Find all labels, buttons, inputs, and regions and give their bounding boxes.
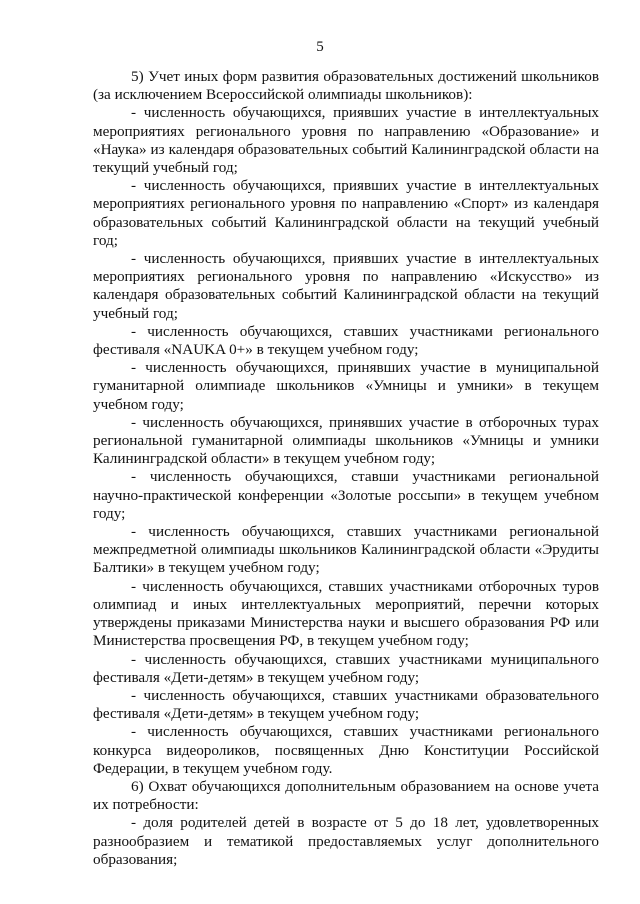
list-item: - численность обучающихся, ставших участниками регионального конкурса видеороликов, посвященных Дню Конституции Российской Федерации, в текущем учебном году. bbox=[93, 723, 599, 777]
list-item: - численность обучающихся, приявших участие в интеллектуальных мероприятиях регионального уровня по направлению «Искусство» из календаря образовательных событий Калининградской области на текущий учебный год; bbox=[93, 250, 599, 322]
section-5-heading: 5) Учет иных форм развития образовательных достижений школьников (за исключением Всероссийской олимпиады школьников): bbox=[93, 68, 599, 104]
list-item: - численность обучающихся, принявших участие в муниципальной гуманитарной олимпиаде школьников «Умницы и умники» в текущем учебном году; bbox=[93, 359, 599, 413]
list-item: - численность обучающихся, ставших участниками отборочных туров олимпиад и иных интеллектуальных мероприятий, перечни которых утверждены приказами Министерства науки и высшего образования РФ или Министерства просвещения РФ, в текущем учебном году; bbox=[93, 577, 599, 650]
list-item: - численность обучающихся, ставши участниками региональной научно-практической конференции «Золотые россыпи» в текущем учебном году; bbox=[93, 468, 599, 522]
list-item: - численность обучающихся, ставших участниками образовательного фестиваля «Дети-детям» в текущем учебном году; bbox=[93, 686, 599, 723]
list-item: - численность обучающихся, приявших участие в интеллектуальных мероприятиях регионального уровня по направлению «Образование» и «Наука» из календаря образовательных событий Калининградской области на текущий учебный год; bbox=[93, 104, 599, 177]
page-number: 5 bbox=[316, 39, 324, 55]
document-body bbox=[93, 68, 599, 869]
section-6-heading: 6) Охват обучающихся дополнительным образованием на основе учета их потребности: bbox=[93, 777, 599, 814]
list-item: - численность обучающихся, приявших участие в интеллектуальных мероприятиях регионального уровня по направлению «Спорт» из календаря образовательных событий Калининградской области на текущий учебный год; bbox=[93, 177, 599, 249]
list-item: - численность обучающихся, принявших участие в отборочных турах региональной гуманитарной олимпиады школьников «Умницы и умники Калининградской области» в текущем учебном году; bbox=[93, 413, 599, 468]
list-item: - численность обучающихся, ставших участниками муниципального фестиваля «Дети-детям» в текущем учебном году; bbox=[93, 650, 599, 686]
list-item: - численность обучающихся, ставших участниками регионального фестиваля «NAUKA 0+» в текущем учебном году; bbox=[93, 322, 599, 359]
list-item: - численность обучающихся, ставших участниками региональной межпредметной олимпиады школьников Калининградской области «Эрудиты Балтики» в текущем учебном году; bbox=[93, 523, 599, 577]
list-item: - доля родителей детей в возрасте от 5 до 18 лет, удовлетворенных разнообразием и тематикой предоставляемых услуг дополнительного образования; bbox=[93, 814, 599, 868]
